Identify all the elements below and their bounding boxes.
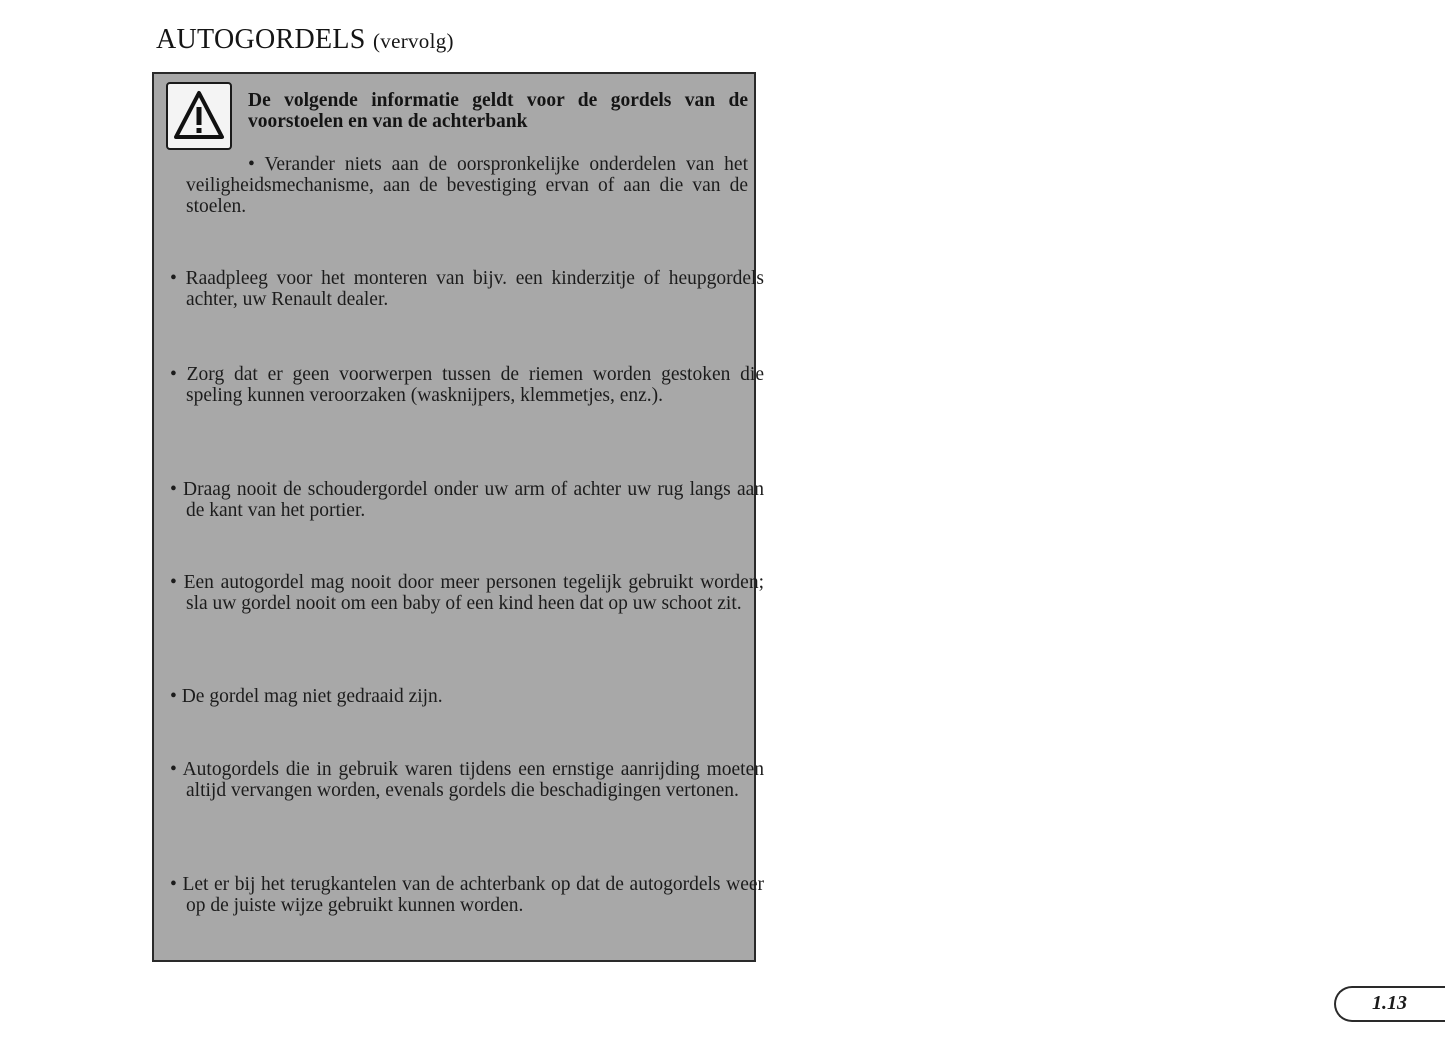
warning-item-4: • Draag nooit de schoudergordel onder uw arm of achter uw rug langs aan de kant van het portier. <box>170 479 765 521</box>
title-main: AUTOGORDELS <box>156 24 366 55</box>
page-number: 1.13 <box>1372 992 1407 1014</box>
warning-item-1: • Verander niets aan de oorspronkelijke onderdelen van het veiligheidsmechanisme, aan de bevestiging ervan of aan die van de stoelen. <box>186 154 748 217</box>
warning-item-5: • Een autogordel mag nooit door meer personen tegelijk gebruikt worden; sla uw gordel nooit om een baby of een kind heen dat op uw schoot zit. <box>170 572 764 614</box>
warning-item-7: • Autogordels die in gebruik waren tijdens een ernstige aanrijding moeten altijd vervangen worden, evenals gordels die beschadigingen vertonen. <box>170 759 764 801</box>
warning-triangle-icon <box>166 82 232 150</box>
warning-box <box>152 72 765 962</box>
warning-item-3: • Zorg dat er geen voorwerpen tussen de riemen worden gestoken die speling kunnen veroorzaken (wasknijpers, klemmetjes, enz.). <box>170 364 765 406</box>
page-title <box>156 24 454 56</box>
warning-heading: De volgende informatie geldt voor de gordels van de voorstoelen en van de achterbank <box>248 90 748 132</box>
warning-item-8: • Let er bij het terugkantelen van de achterbank op dat de autogordels weer op de juiste wijze gebruikt kunnen worden. <box>170 874 765 916</box>
title-subtitle: (vervolg) <box>373 29 454 53</box>
warning-item-6: • De gordel mag niet gedraaid zijn. <box>170 686 443 707</box>
warning-item-2: • Raadpleeg voor het monteren van bijv. een kinderzitje of heupgordels achter, uw Renault dealer. <box>170 268 765 310</box>
